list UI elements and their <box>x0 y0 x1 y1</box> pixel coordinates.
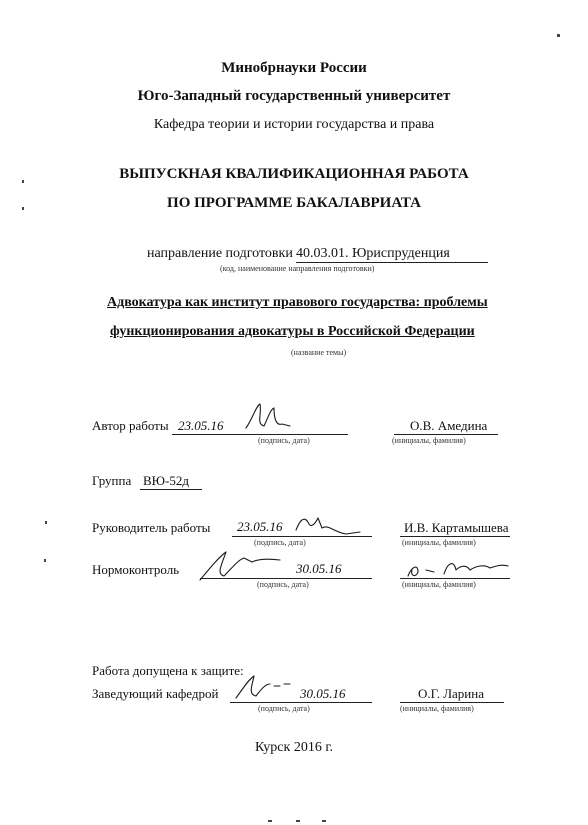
head-sig-caption: (подпись, дата) <box>258 704 310 713</box>
supervisor-name-line <box>400 536 510 537</box>
direction-underline <box>296 262 488 263</box>
normcontrol-sign-line <box>200 578 372 579</box>
head-signature <box>234 672 294 704</box>
direction-value: 40.03.01. Юриспруденция <box>296 246 450 261</box>
margin-mark <box>557 34 560 37</box>
admission-text: Работа допущена к защите: <box>92 663 244 678</box>
ministry-name: Минобрнауки России <box>221 60 367 76</box>
head-name-line <box>400 702 504 703</box>
work-type-line2: ПО ПРОГРАММЕ БАКАЛАВРИАТА <box>167 195 421 211</box>
direction-caption: (код, наименование направления подготовки) <box>220 264 375 273</box>
normcontrol-name-line <box>400 578 510 579</box>
head-name: О.Г. Ларина <box>418 686 484 701</box>
work-type-line1: ВЫПУСКНАЯ КВАЛИФИКАЦИОННАЯ РАБОТА <box>119 166 469 182</box>
supervisor-sig-caption: (подпись, дата) <box>254 538 306 547</box>
head-label: Заведующий кафедрой <box>92 686 219 701</box>
head-name-caption: (инициалы, фамилия) <box>400 704 474 713</box>
direction-label: направление подготовки <box>147 246 293 261</box>
supervisor-name: И.В. Картамышева <box>404 520 509 535</box>
group-value: ВЮ-52д <box>143 473 189 488</box>
normcontrol-name-caption: (инициалы, фамилия) <box>402 580 476 589</box>
author-name-caption: (инициалы, фамилия) <box>392 436 466 445</box>
university-name: Юго-Западный государственный университет <box>137 88 451 104</box>
thesis-title-line1: Адвокатура как институт правового государства: проблемы <box>107 295 488 310</box>
head-date: 30.05.16 <box>300 686 346 701</box>
margin-mark <box>44 559 46 562</box>
thesis-title-line2: функционирования адвокатуры в Российской Федерации <box>110 324 475 339</box>
scan-speck <box>268 820 272 822</box>
author-name: О.В. Амедина <box>410 418 488 433</box>
group-underline <box>140 489 202 490</box>
department-name: Кафедра теории и истории государства и права <box>153 117 435 132</box>
normcontrol-sig-caption: (подпись, дата) <box>257 580 309 589</box>
supervisor-sign-line <box>232 536 372 537</box>
author-label: Автор работы <box>92 418 169 433</box>
head-sign-line <box>230 702 372 703</box>
supervisor-name-caption: (инициалы, фамилия) <box>402 538 476 547</box>
margin-mark <box>45 521 47 524</box>
author-sig-caption: (подпись, дата) <box>258 436 310 445</box>
author-date: 23.05.16 <box>178 418 224 433</box>
group-label: Группа <box>92 473 132 488</box>
scan-speck <box>322 820 326 822</box>
supervisor-label: Руководитель работы <box>92 520 211 535</box>
normcontrol-date: 30.05.16 <box>296 561 342 576</box>
author-signature <box>244 400 314 436</box>
normcontrol-label: Нормоконтроль <box>92 562 180 577</box>
city-year: Курск 2016 г. <box>255 740 333 755</box>
author-sign-line <box>172 434 348 435</box>
title-caption: (название темы) <box>291 348 347 357</box>
author-name-line <box>394 434 498 435</box>
scan-speck <box>296 820 300 822</box>
supervisor-date: 23.05.16 <box>237 519 283 534</box>
